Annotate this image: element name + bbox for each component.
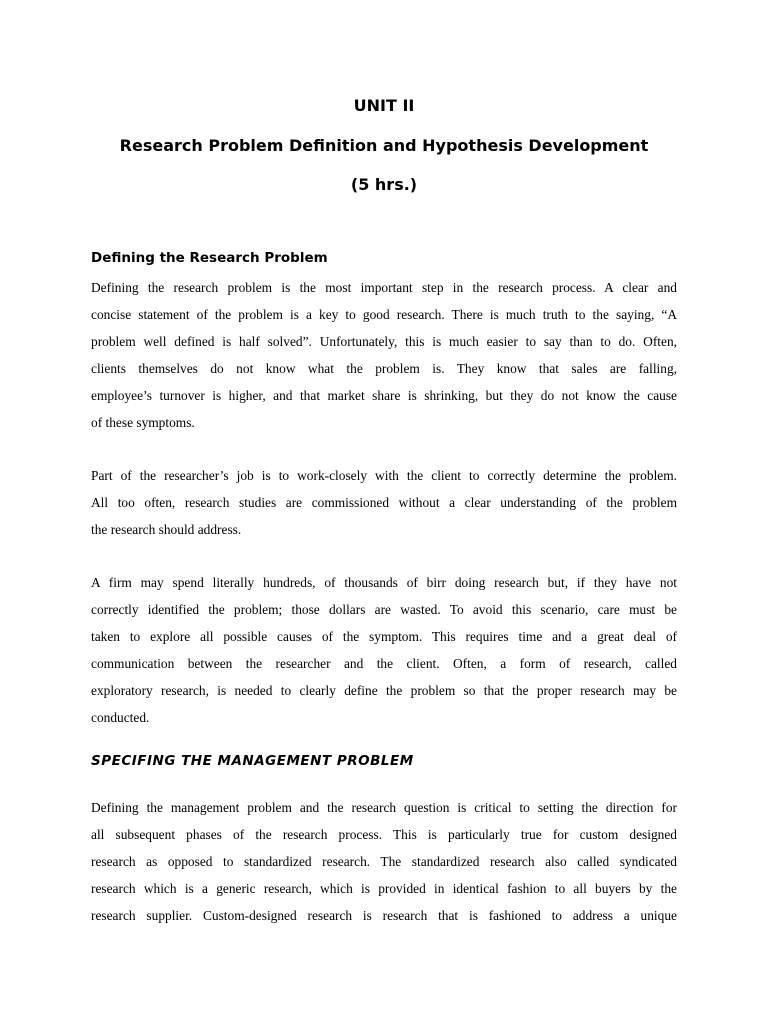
section-heading-defining-problem: Defining the Research Problem <box>91 250 328 266</box>
paragraph-line: Defining the research problem is the most important step in the research process. A clear and <box>91 280 677 295</box>
paragraph-line: all subsequent phases of the research process. This is particularly true for custom designed <box>91 827 677 842</box>
document-title: Research Problem Definition and Hypothesis Development <box>119 136 649 155</box>
paragraph-line: research as opposed to standardized research. The standardized research also called syndicated <box>91 854 677 869</box>
section-heading-management-problem: SPECIFING THE MANAGEMENT PROBLEM <box>91 753 414 769</box>
paragraph-line: research which is a generic research, which is provided in identical fashion to all buyers by the <box>91 881 677 896</box>
paragraph-line: clients themselves do not know what the problem is. They know that sales are falling, <box>91 361 677 376</box>
paragraph-line: exploratory research, is needed to clearly define the problem so that the proper research may be <box>91 683 677 698</box>
paragraph-line: of these symptoms. <box>91 415 195 430</box>
paragraph-line: employee’s turnover is higher, and that market share is shrinking, but they do not know the cause <box>91 388 677 403</box>
paragraph-line: Defining the management problem and the research question is critical to setting the direction for <box>91 800 677 815</box>
paragraph-line: concise statement of the problem is a key to good research. There is much truth to the saying, “A <box>91 307 677 322</box>
paragraph-line: Part of the researcher’s job is to work-closely with the client to correctly determine the problem. <box>91 468 677 483</box>
paragraph-line: A firm may spend literally hundreds, of thousands of birr doing research but, if they have not <box>91 575 677 590</box>
paragraph-line: conducted. <box>91 710 150 725</box>
paragraph-line: All too often, research studies are commissioned without a clear understanding of the problem <box>91 495 677 510</box>
paragraph-line: taken to explore all possible causes of the symptom. This requires time and a great deal of <box>91 629 677 644</box>
unit-label: UNIT II <box>353 96 415 115</box>
paragraph-line: research supplier. Custom-designed research is research that is fashioned to address a unique <box>91 908 677 923</box>
paragraph-line: the research should address. <box>91 522 242 537</box>
paragraph-line: communication between the researcher and the client. Often, a form of research, called <box>91 656 677 671</box>
paragraph-line: correctly identified the problem; those dollars are wasted. To avoid this scenario, care must be <box>91 602 677 617</box>
duration-label: (5 hrs.) <box>350 175 418 194</box>
paragraph-line: problem well defined is half solved”. Unfortunately, this is much easier to say than to do. Often, <box>91 334 677 349</box>
